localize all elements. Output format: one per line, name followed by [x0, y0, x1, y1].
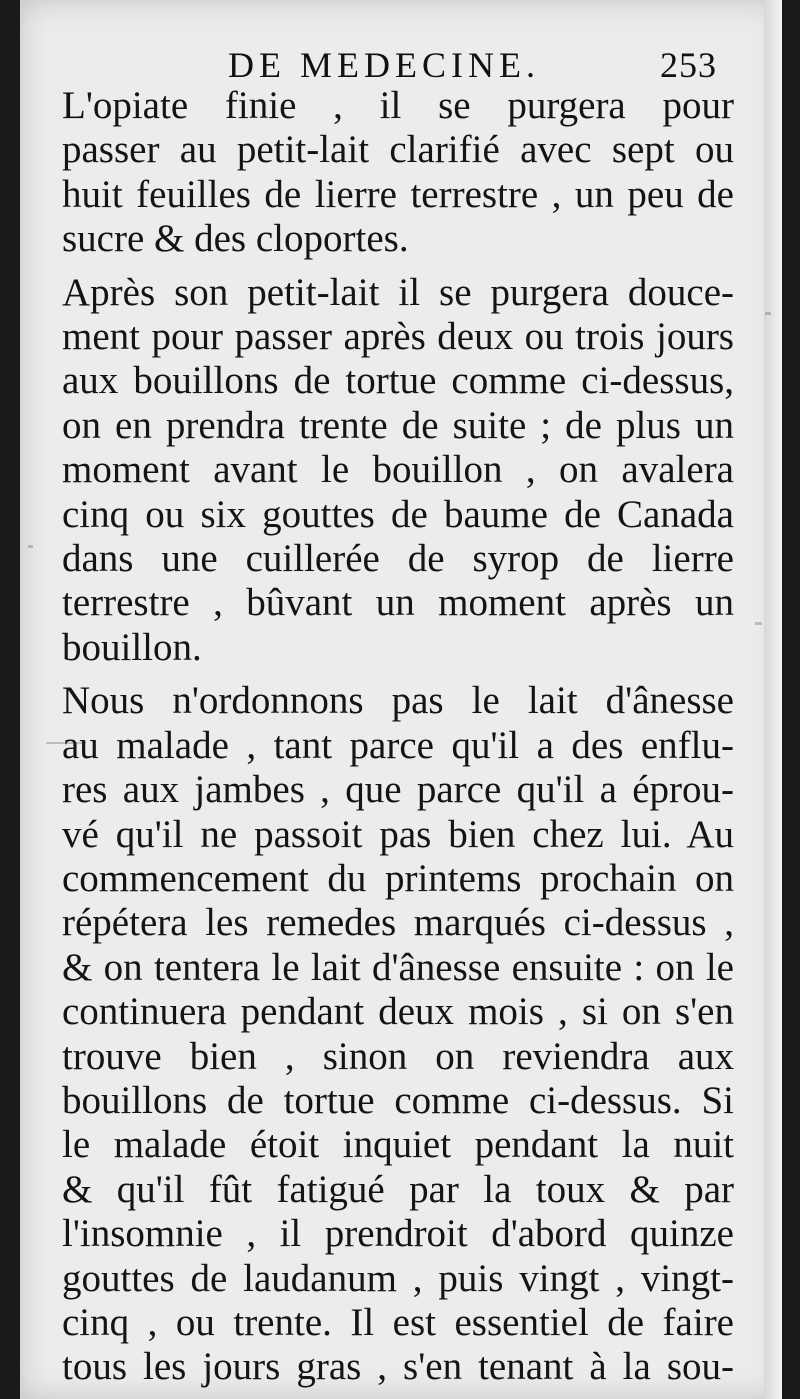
text-line: répétera les remedes marqués ci-dessus ,	[62, 901, 734, 945]
text-line: Après son petit-lait il se purgera douce-	[62, 270, 734, 314]
paragraph-3	[62, 679, 734, 1390]
text-line: commencement du printems prochain on	[62, 856, 734, 900]
running-title: DE MEDECINE.	[228, 45, 540, 85]
text-line: au malade , tant parce qu'il a des enflu-	[62, 723, 734, 767]
text-line: continuera pendant deux mois , si on s'en	[62, 990, 734, 1034]
ink-speck	[765, 312, 771, 315]
text-line: L'opiate finie , il se purgera pour	[62, 84, 734, 127]
text-line: on en prendra trente de suite ; de plus un	[62, 403, 734, 447]
text-line: & on tentera le lait d'ânesse ensuite : on le	[62, 945, 734, 989]
paragraph-1	[62, 84, 734, 262]
text-line: res aux jambes , que parce qu'il a éprou-	[62, 768, 734, 812]
text-line: cinq , ou trente. Il est essentiel de faire	[62, 1300, 734, 1344]
text-line: bouillons de tortue comme ci-dessus. Si	[62, 1078, 734, 1122]
text-line: dans une cuillerée de syrop de lierre	[62, 537, 734, 581]
text-line: passer au petit-lait clarifié avec sept ou	[62, 128, 734, 172]
text-line: gouttes de laudanum , puis vingt , vingt-	[62, 1256, 734, 1300]
text-line: & qu'il fût fatigué par la toux & par	[62, 1167, 734, 1211]
text-line: terrestre , bûvant un moment après un	[62, 581, 734, 625]
text-line: Nous n'ordonnons pas le lait d'ânesse	[62, 679, 734, 723]
page-number: 253	[660, 45, 717, 85]
text-line: vé qu'il ne passoit pas bien chez lui. Au	[62, 812, 734, 856]
ink-speck	[46, 742, 86, 744]
book-page	[20, 0, 782, 1399]
ink-speck	[28, 545, 33, 548]
text-line: moment avant le bouillon , on avalera	[62, 448, 734, 492]
text-line: ment pour passer après deux ou trois jours	[62, 315, 734, 359]
page-edge	[764, 0, 782, 1399]
ink-speck	[755, 622, 762, 625]
text-line: l'insomnie , il prendroit d'abord quinze	[62, 1212, 734, 1256]
text-line: sucre & des cloportes.	[62, 217, 409, 261]
text-line: trouve bien , sinon on reviendra aux	[62, 1034, 734, 1078]
text-line: cinq ou six gouttes de baume de Canada	[62, 492, 734, 536]
body-text	[62, 84, 734, 1390]
text-line: huit feuilles de lierre terrestre , un peu de	[62, 172, 734, 216]
text-line: tous les jours gras , s'en tenant à la sou-	[62, 1345, 734, 1389]
text-line: bouillon.	[62, 625, 202, 669]
text-line: le malade étoit inquiet pendant la nuit	[62, 1123, 734, 1167]
paragraph-2	[62, 271, 734, 671]
text-line: aux bouillons de tortue comme ci-dessus,	[62, 359, 734, 403]
